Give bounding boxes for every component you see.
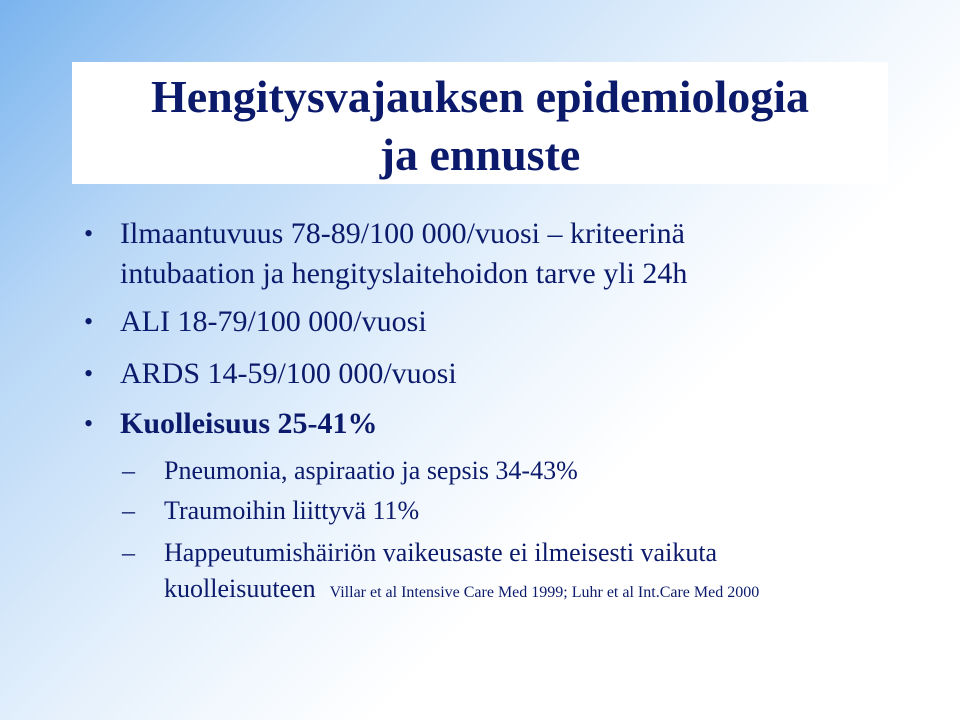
bullet-text-line-2: intubaation ja hengityslaitehoidon tarve yli 24h bbox=[120, 257, 688, 290]
bullet-marker: • bbox=[84, 359, 94, 388]
sub-bullet-text: Traumoihin liittyvä 11% bbox=[164, 496, 420, 525]
title-line-1: Hengitysvajauksen epidemiologia bbox=[150, 71, 810, 122]
bullet-text bbox=[120, 214, 850, 294]
sub-bullet-marker: – bbox=[122, 496, 135, 525]
sub-bullet-text-line-2 bbox=[164, 572, 759, 610]
sub-bullet-text: Pneumonia, aspiraatio ja sepsis 34-43% bbox=[164, 456, 578, 485]
bullet-marker: • bbox=[84, 307, 94, 336]
bullet-text: ARDS 14-59/100 000/vuosi bbox=[120, 357, 457, 390]
bullet-marker: • bbox=[84, 219, 94, 248]
sub-bullet-marker: – bbox=[122, 456, 135, 485]
sub-bullet-marker: – bbox=[122, 538, 135, 567]
bullet-text-line-1: Ilmaantuvuus 78-89/100 000/vuosi – kriteerinä bbox=[120, 217, 685, 250]
sub-bullet-text-line-1: Happeutumishäiriön vaikeusaste ei ilmeisesti vaikuta bbox=[164, 538, 718, 567]
bullet-text: ALI 18-79/100 000/vuosi bbox=[120, 305, 427, 338]
bullet-text: Kuolleisuus 25-41% bbox=[120, 407, 378, 440]
citation-reference: Villar et al Intensive Care Med 1999; Luhr et al Int.Care Med 2000 bbox=[329, 584, 760, 601]
sub-bullet-continuation: kuolleisuuteen bbox=[164, 574, 316, 603]
title-line-2: ja ennuste bbox=[379, 129, 581, 180]
bullet-marker: • bbox=[84, 409, 94, 438]
